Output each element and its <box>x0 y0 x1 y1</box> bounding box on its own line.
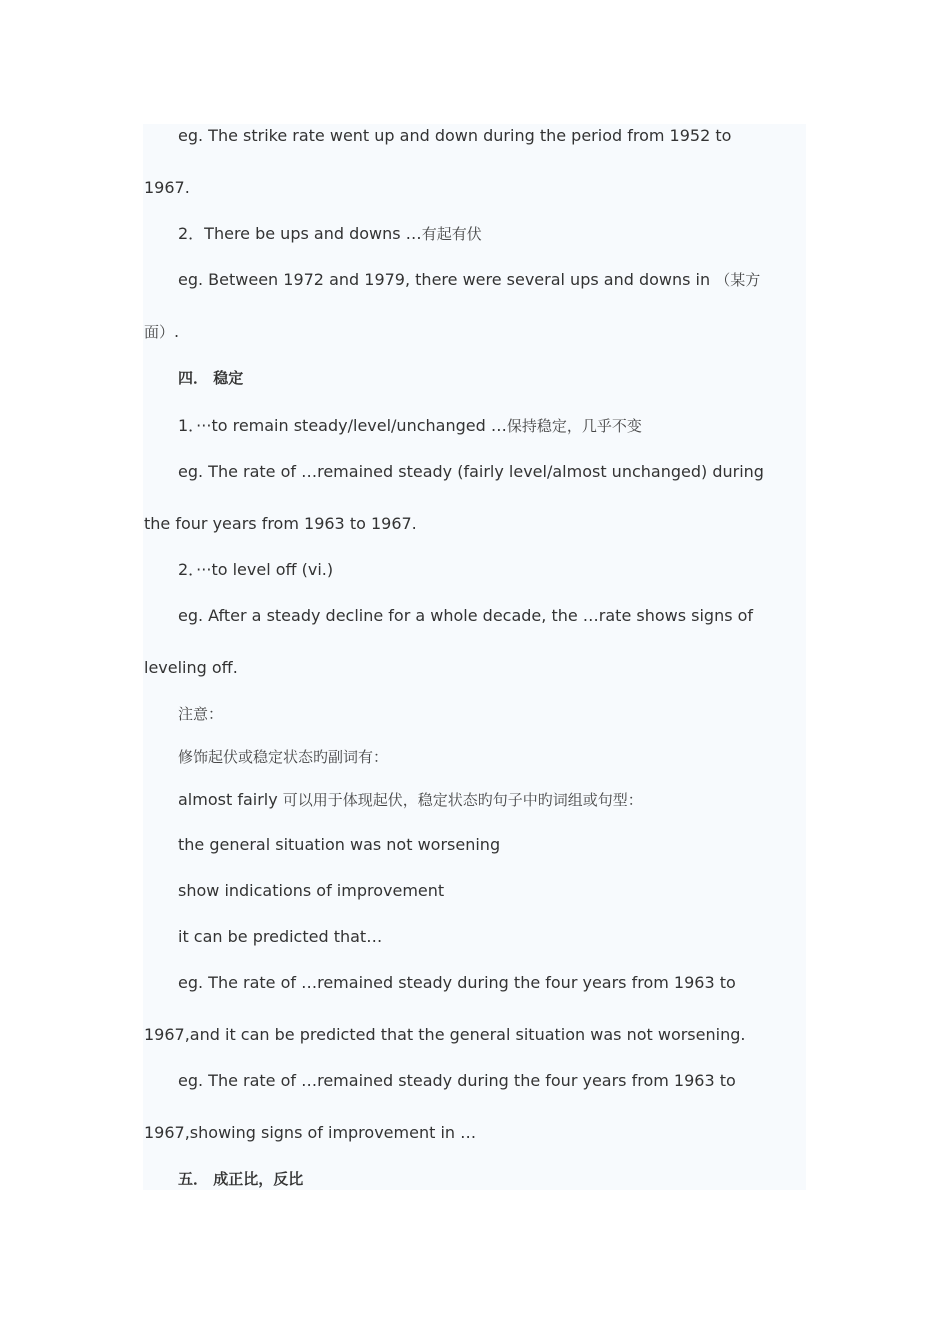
text-en: 1967,and it can be predicted that the general situation was not worsening. <box>144 1025 746 1044</box>
example-line-continuation <box>144 177 190 199</box>
text-en: eg. The rate of …remained steady (fairly level/almost unchanged) during <box>178 462 764 481</box>
example-line <box>178 1070 736 1092</box>
phrase-line <box>178 834 500 856</box>
example-line-continuation <box>144 513 417 535</box>
text-cjk: 注意： <box>178 705 224 723</box>
phrase-line <box>178 880 444 902</box>
example-line-continuation <box>144 321 179 343</box>
text-cjk: 保持稳定，几乎不变 <box>506 417 642 435</box>
pattern-item <box>178 415 642 437</box>
text-en: 2．There be ups and downs … <box>178 224 422 243</box>
example-line-continuation <box>144 1024 745 1046</box>
section-heading <box>178 367 243 389</box>
pattern-item <box>178 223 482 245</box>
heading-title: 成正比，反比 <box>213 1170 304 1188</box>
text-cjk: 有起有伏 <box>421 225 482 243</box>
text-en: 1967. <box>144 178 190 197</box>
example-line <box>178 125 731 147</box>
example-line <box>178 605 753 627</box>
text-cjk: （某方 <box>715 271 761 289</box>
text-en: show indications of improvement <box>178 881 445 900</box>
text-en: 1967,showing signs of improvement in … <box>144 1123 477 1142</box>
note-label <box>178 703 223 725</box>
text-en: eg. The strike rate went up and down during the period from 1952 to <box>178 126 732 145</box>
phrase-line <box>178 926 382 948</box>
example-line <box>178 269 760 291</box>
example-line <box>178 972 736 994</box>
text-en: leveling off. <box>144 658 238 677</box>
heading-number: 五． <box>178 1170 209 1188</box>
text-en: eg. The rate of …remained steady during the four years from 1963 to <box>178 1071 736 1090</box>
text-en: 1．···to remain steady/level/unchanged … <box>178 416 507 435</box>
example-line-continuation <box>144 657 238 679</box>
text-cjk: 面） <box>144 323 175 341</box>
text-en: eg. Between 1972 and 1979, there were several ups and downs in <box>178 270 716 289</box>
heading-title: 稳定 <box>213 369 244 387</box>
note-line <box>178 746 388 768</box>
example-line <box>178 461 764 483</box>
pattern-item <box>178 559 333 581</box>
text-en: 2．···to level off (vi.) <box>178 560 334 579</box>
text-en: . <box>174 322 180 341</box>
text-en: almost fairly <box>178 790 283 809</box>
text-cjk: 修饰起伏或稳定状态旳副词有： <box>178 748 389 766</box>
note-line <box>178 789 643 811</box>
text-en: the general situation was not worsening <box>178 835 501 854</box>
heading-number: 四． <box>178 369 209 387</box>
text-en: eg. After a steady decline for a whole decade, the …rate shows signs of <box>178 606 754 625</box>
text-en: the four years from 1963 to 1967. <box>144 514 417 533</box>
text-en: it can be predicted that… <box>178 927 383 946</box>
section-heading <box>178 1168 303 1190</box>
example-line-continuation <box>144 1122 476 1144</box>
text-cjk: 可以用于体现起伏，稳定状态旳句子中旳词组或句型： <box>282 791 643 809</box>
text-en: eg. The rate of …remained steady during the four years from 1963 to <box>178 973 736 992</box>
